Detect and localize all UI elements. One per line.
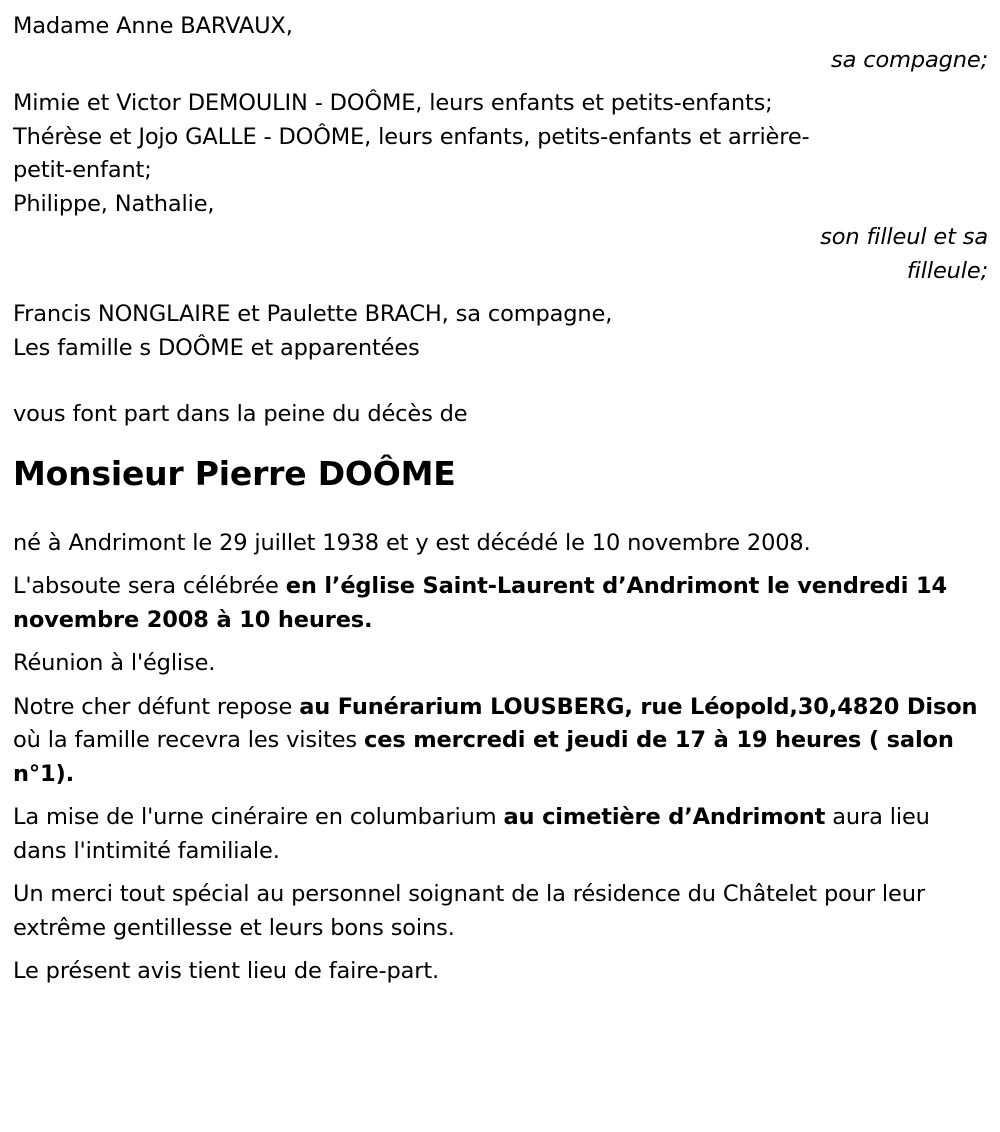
announcer-line-demoulin: Mimie et Victor DEMOULIN - DOÔME, leurs enfants et petits-enfants;	[13, 90, 773, 116]
spacer	[13, 560, 992, 570]
spacer	[13, 288, 992, 298]
thanks-paragraph: Un merci tout spécial au personnel soignant de la résidence du Châtelet pour leur extrême gentillesse et leurs bons soins.	[13, 881, 925, 941]
announcement-intro: vous font part dans la peine du décès de	[13, 401, 468, 427]
spacer	[13, 637, 992, 647]
announcer-line-galle-cont: petit-enfant;	[13, 157, 152, 183]
spacer	[13, 432, 992, 454]
funeral-home-address-text: au Funérarium LOUSBERG, rue Léopold,30,4820 Dison	[299, 693, 978, 720]
relation-label-godchildren-2: filleule;	[906, 257, 988, 284]
relation-label-partner: sa compagne;	[831, 46, 988, 73]
spacer	[13, 945, 992, 955]
birth-death-dates: né à Andrimont le 29 juillet 1938 et y est décédé le 10 novembre 2008.	[13, 529, 811, 556]
announcer-line-partner: Madame Anne BARVAUX,	[13, 13, 293, 39]
spacer	[13, 494, 992, 527]
interment-prefix-text: La mise de l'urne cinéraire en columbarium	[13, 804, 504, 830]
funeral-home-paragraph	[13, 691, 981, 792]
spacer	[13, 365, 992, 398]
absolution-details-text: en l’église Saint-Laurent d’Andrimont le vendredi 14 novembre 2008 à 10 heures.	[13, 573, 947, 633]
interment-suffix-text: aura lieu dans l'intimité familiale.	[13, 804, 930, 864]
announcer-line-galle: Thérèse et Jojo GALLE - DOÔME, leurs enfants, petits-enfants et arrière-	[13, 123, 810, 150]
cemetery-name-text: au cimetière d’Andrimont	[503, 804, 826, 830]
interment-paragraph	[13, 801, 981, 868]
spacer	[13, 77, 992, 87]
announcer-line-godchildren: Philippe, Nathalie,	[13, 190, 215, 217]
closing-paragraph: Le présent avis tient lieu de faire-part.	[13, 958, 440, 984]
gathering-note: Réunion à l'église.	[13, 650, 216, 676]
spacer	[13, 791, 992, 801]
absolution-prefix-text: L'absoute sera célébrée	[13, 573, 286, 599]
absolution-paragraph	[13, 570, 981, 637]
funeral-home-middle-text: où la famille recevra les visites	[13, 727, 365, 753]
announcer-line-nonglaire: Francis NONGLAIRE et Paulette BRACH, sa compagne,	[13, 301, 613, 327]
announcer-line-families: Les famille s DOÔME et apparentées	[13, 334, 420, 361]
relation-label-godchildren-1: son filleul et sa	[820, 224, 988, 250]
deceased-name: Monsieur Pierre DOÔME	[13, 453, 456, 493]
spacer	[13, 681, 992, 691]
funeral-home-prefix-text: Notre cher défunt repose	[13, 693, 300, 720]
visiting-hours-text: ces mercredi et jeudi de 17 à 19 heures ( salon n°1).	[13, 727, 954, 787]
spacer	[13, 868, 992, 878]
